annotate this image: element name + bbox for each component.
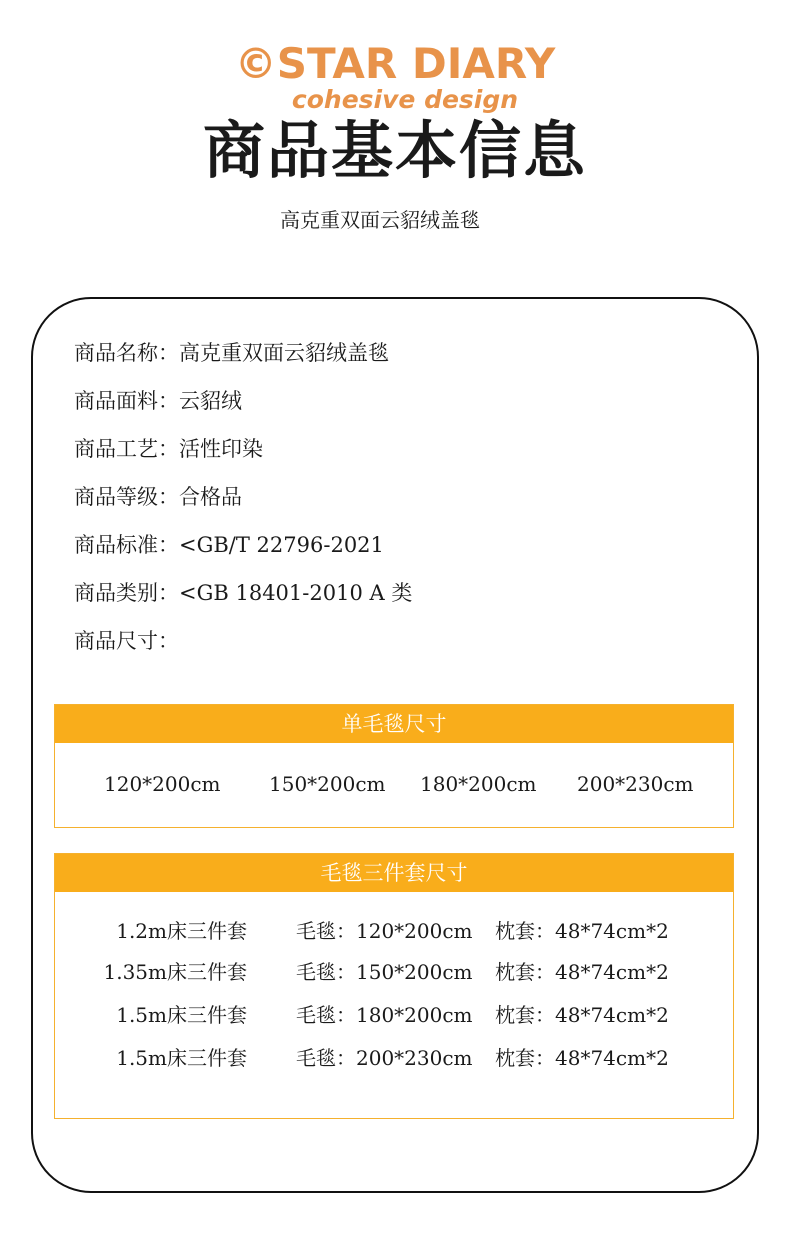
table-row [55, 1000, 735, 1030]
info-row-size [74, 624, 714, 672]
info-value: 高克重双面云貂绒盖毯 [179, 341, 389, 365]
info-value: 云貂绒 [179, 389, 242, 413]
size-cell: 150*200cm [269, 772, 386, 796]
brand-name: ©STAR DIARY [234, 39, 556, 88]
single-blanket-size-table [54, 704, 734, 828]
info-label: 商品标准： [74, 533, 179, 557]
info-row-grade [74, 480, 714, 528]
info-value: <GB/T 22796-2021 [179, 533, 384, 557]
blanket-size-cell: 毛毯：180*200cm [296, 1003, 473, 1027]
product-info-list [74, 336, 714, 672]
info-label: 商品等级： [74, 485, 179, 509]
bed-size-cell: 1.2m床三件套 [116, 919, 247, 943]
brand-tagline: cohesive design [291, 85, 519, 114]
blanket-size-cell: 毛毯：150*200cm [296, 960, 473, 984]
info-row-fabric [74, 384, 714, 432]
brand-logo [0, 40, 790, 114]
info-row-standard [74, 528, 714, 576]
table-row [55, 916, 735, 946]
size-cell: 120*200cm [104, 772, 221, 796]
info-value: <GB 18401-2010 A 类 [179, 581, 413, 605]
blanket-set-size-table [54, 853, 734, 1119]
info-row-craft [74, 432, 714, 480]
table-row [55, 957, 735, 987]
pillowcase-size-cell: 枕套：48*74cm*2 [495, 919, 669, 943]
size-cell: 180*200cm [420, 772, 537, 796]
bed-size-cell: 1.5m床三件套 [116, 1003, 247, 1027]
pillowcase-size-cell: 枕套：48*74cm*2 [495, 1003, 669, 1027]
info-row-name [74, 336, 714, 384]
bed-size-cell: 1.35m床三件套 [103, 960, 247, 984]
info-label: 商品类别： [74, 581, 179, 605]
size-cell: 200*230cm [577, 772, 694, 796]
info-label: 商品工艺： [74, 437, 179, 461]
info-label: 商品名称： [74, 341, 179, 365]
page-subtitle: 高克重双面云貂绒盖毯 [280, 208, 480, 232]
info-row-category [74, 576, 714, 624]
pillowcase-size-cell: 枕套：48*74cm*2 [495, 960, 669, 984]
bed-size-cell: 1.5m床三件套 [116, 1046, 247, 1070]
info-value: 合格品 [179, 485, 242, 509]
page-title: 商品基本信息 [202, 114, 587, 187]
table-header: 毛毯三件套尺寸 [55, 854, 733, 892]
table-row [55, 1043, 735, 1073]
info-value: 活性印染 [179, 437, 263, 461]
blanket-size-cell: 毛毯：200*230cm [296, 1046, 473, 1070]
blanket-size-cell: 毛毯：120*200cm [296, 919, 473, 943]
table-header: 单毛毯尺寸 [55, 705, 733, 743]
pillowcase-size-cell: 枕套：48*74cm*2 [495, 1046, 669, 1070]
info-label: 商品尺寸： [74, 629, 179, 653]
info-label: 商品面料： [74, 389, 179, 413]
size-row [55, 771, 735, 797]
